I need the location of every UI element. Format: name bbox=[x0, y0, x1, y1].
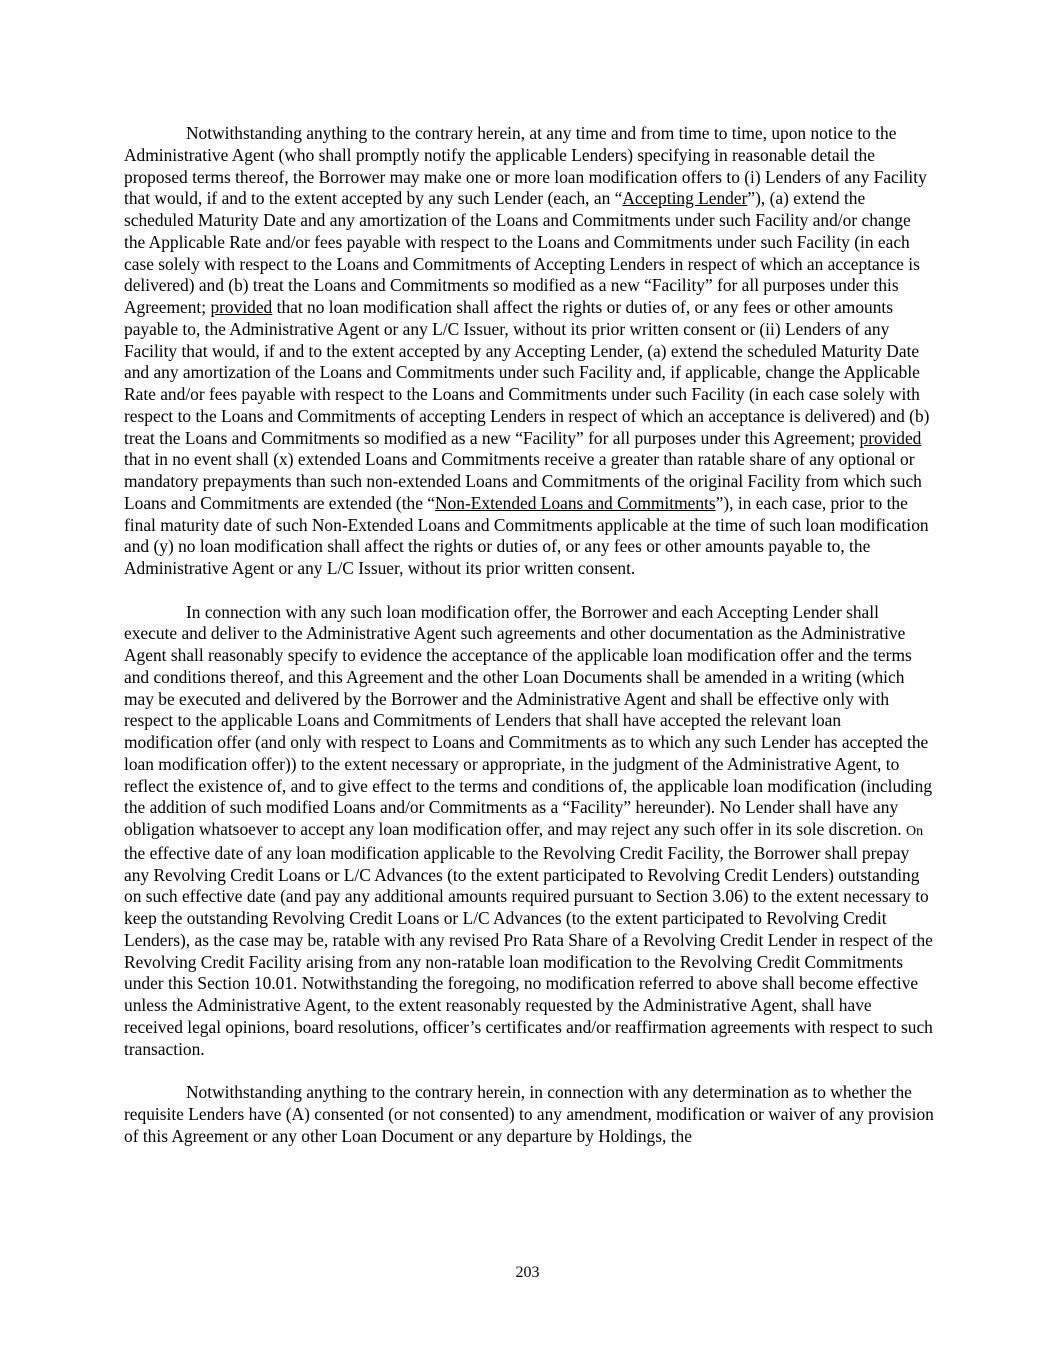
term-provided: provided bbox=[210, 297, 273, 317]
term-provided: provided bbox=[859, 427, 922, 448]
text-run: Notwithstanding anything to the contrary herein, in connection with any determination as to whether the requisite Lenders have (A) consented (or not consented) to any amendment, modification or waiver of any provision of this Agreement or any other Loan Document or any departure by Holdings, the bbox=[124, 1082, 934, 1146]
text-run: the effective date of any loan modification applicable to the Revolving Credit Facility, the Borrower shall prepay any Revolving Credit Loans or L/C Advances (to the extent participated to Revolving Credit Lenders) outstanding on such effective date (and pay any additional amounts required pursuant to Section 3.06) to the extent necessary to keep the outstanding Revolving Credit Loans or L/C Advances (to the extent participated to Revolving Credit Lenders), as the case may be, ratable with any revised Pro Rata Share of a Revolving Credit Lender in respect of the Revolving Credit Facility arising from any non-ratable loan modification to the Revolving Credit Commitments under this Section 10.01. Notwithstanding the foregoing, no modification referred to above shall become effective unless the Administrative Agent, to the extent reasonably requested by the Administrative Agent, shall have received legal opinions, board resolutions, officer’s certificates and/or reaffirmation agreements with respect to such transaction. bbox=[124, 842, 933, 1059]
page-number: 203 bbox=[515, 1264, 540, 1281]
defined-term-non-extended-loans: Non-Extended Loans and Commitments bbox=[435, 492, 716, 513]
text-run: In connection with any such loan modification offer, the Borrower and each Accepting Lender shall execute and deliver to the Administrative Agent such agreements and other documentation as the Administrative Agent shall reasonably specify to evidence the acceptance of the applicable loan modification offer and the terms and conditions thereof, and this Agreement and the other Loan Documents shall be amended in a writing (which may be executed and delivered by the Borrower and the Administrative Agent and shall be effective only with respect to the applicable Loans and Commitments of Lenders that shall have accepted the relevant loan modification offer (and only with respect to Loans and Commitments as to which any such Lender has accepted the loan modification offer)) to the extent necessary or appropriate, in the judgment of the Administrative Agent, to reflect the existence of, and to give effect to the terms and conditions of, the applicable loan modification (including the addition of such modified Loans and/or Commitments as a “Facility” hereunder). No Lender shall have any obligation whatsoever to accept any loan modification offer, and may reject any such offer in its sole discretion. bbox=[124, 601, 933, 839]
document-body bbox=[124, 123, 934, 1147]
text-run: that in no event shall (x) extended Loans and Commitments receive a greater than ratable share of any optional or mandatory prepayments than such non-extended Loans and Commitments of the original Facility from which such Loans and Commitments are extended (the “ bbox=[124, 449, 922, 513]
text-run: ”), (a) extend the scheduled Maturity Date and any amortization of the Loans and Commitments under such Facility and/or change the Applicable Rate and/or fees payable with respect to the Loans and Commitments under such Facility (in each case solely with respect to the Loans and Commitments of Accepting Lenders in respect of which an acceptance is delivered) and (b) treat the Loans and Commitments so modified as a new “Facility” for all purposes under this Agreement; bbox=[124, 188, 920, 317]
text-run: Notwithstanding anything to the contrary herein, at any time and from time to time, upon notice to the Administrative Agent (who shall promptly notify the applicable Lenders) specifying in reasonable detail the proposed terms thereof, the Borrower may make one or more loan modification offers to (i) Lenders of any Facility that would, if and to the extent accepted by any such Lender (each, an “ bbox=[124, 123, 927, 209]
text-run: ”), in each case, prior to the final maturity date of such Non-Extended Loans and Commitments applicable at the time of such loan modification and (y) no loan modification shall affect the rights or duties of, or any fees or other amounts payable to, the Administrative Agent or any L/C Issuer, without its prior written consent. bbox=[124, 492, 929, 578]
paragraph-requisite-lenders bbox=[124, 1082, 934, 1147]
paragraph-execution-and-delivery bbox=[124, 602, 934, 1061]
text-run: that no loan modification shall affect the rights or duties of, or any fees or other amounts payable to, the Administrative Agent or any L/C Issuer, without its prior written consent or (ii) Lenders of any Facility that would, if and to the extent accepted by any Accepting Lender, (a) extend the scheduled Maturity Date and any amortization of the Loans and Commitments under such Facility and, if applicable, change the Applicable Rate and/or fees payable with respect to the Loans and Commitments under such Facility (in each case solely with respect to the Loans and Commitments of accepting Lenders in respect of which an acceptance is delivered) and (b) treat the Loans and Commitments so modified as a new “Facility” for all purposes under this Agreement; bbox=[124, 297, 930, 448]
defined-term-accepting-lender: Accepting Lender bbox=[622, 188, 748, 209]
paragraph-loan-modification-offers bbox=[124, 123, 934, 580]
text-run-small: On bbox=[905, 824, 924, 839]
